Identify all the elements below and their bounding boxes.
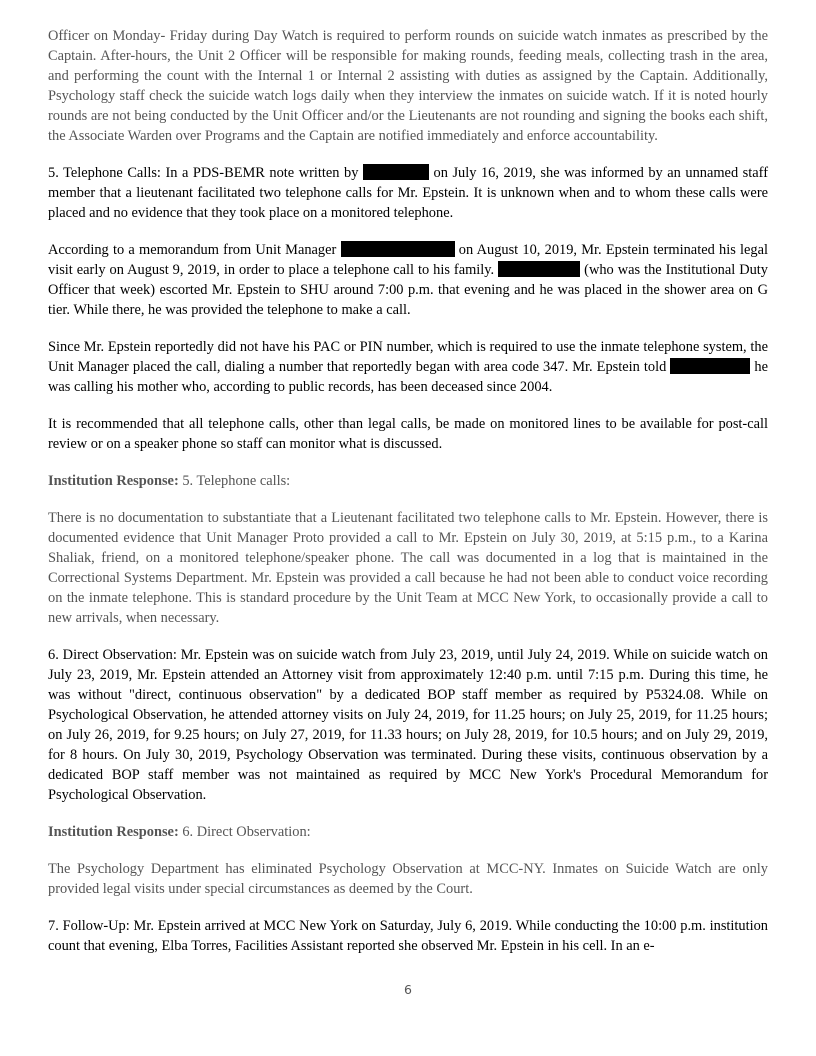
redaction-block — [498, 261, 580, 277]
document-body — [48, 26, 768, 956]
institution-response-topic: 6. Direct Observation: — [182, 824, 311, 840]
paragraph-follow-up: 7. Follow-Up: Mr. Epstein arrived at MCC New York on Saturday, July 6, 2019. While conducting the 10:00 p.m. institution count that evening, Elba Torres, Facilities Assistant reported she observed Mr. Epstein in his cell. In an e- — [48, 918, 768, 954]
paragraph-telephone-calls — [48, 163, 768, 223]
institution-response-topic: 5. Telephone calls: — [182, 473, 291, 489]
telephone-calls-text-a: 5. Telephone Calls: In a PDS-BEMR note written by — [48, 165, 359, 181]
paragraph-unit-manager-memo — [48, 240, 768, 320]
telephone-calls-text-b: on July 16, 2019, she was informed by an unnamed staff member that a lieutenant facilitated two telephone calls for Mr. Epstein. It is unknown when and to whom these calls were placed and no evidence that they took place on a monitored telephone. — [48, 165, 768, 221]
memo-text-b: on August 10, 2019, Mr. Epstein terminated his legal visit early on August 9, 2019, in order to place a telephone call to his family. — [48, 242, 768, 278]
pac-pin-text-b: he was calling his mother who, according to public records, has been deceased since 2004. — [48, 359, 768, 395]
paragraph-pac-pin — [48, 337, 768, 397]
institution-response-label: Institution Response: — [48, 824, 179, 840]
institution-response-6-heading — [48, 822, 768, 842]
paragraph-response-telephone: There is no documentation to substantiate that a Lieutenant facilitated two telephone calls to Mr. Epstein. However, there is documented evidence that Unit Manager Proto provided a call to Mr. Epstein on July 30, 2019, at 5:15 p.m., to a Karina Shaliak, friend, on a monitored telephone/speaker phone. The call was documented in a log that is maintained in the Correctional Systems Department. Mr. Epstein was provided a call because he had not been able to conduct voice recording on the inmate telephone. This is standard procedure by the Unit Team at MCC New York, to occasionally provide a call to new arrivals, when necessary. — [48, 510, 768, 626]
institution-response-5-heading — [48, 471, 768, 491]
pac-pin-text-a: Since Mr. Epstein reportedly did not have his PAC or PIN number, which is required to use the inmate telephone system, the Unit Manager placed the call, dialing a number that reportedly began with area code 347. Mr. Epstein told — [48, 339, 768, 375]
page-number: 6 — [404, 982, 412, 997]
redaction-block — [670, 358, 750, 374]
paragraph-recommendation: It is recommended that all telephone calls, other than legal calls, be made on monitored lines to be available for post-call review or on a speaker phone so staff can monitor what is discussed. — [48, 416, 768, 452]
memo-text-a: According to a memorandum from Unit Manager — [48, 242, 337, 258]
memo-text-c: (who was the Institutional Duty Officer that week) escorted Mr. Epstein to SHU around 7:00 p.m. that evening and he was placed in the shower area on G tier. While there, he was provided the telephone to make a call. — [48, 262, 768, 318]
paragraph-direct-observation: 6. Direct Observation: Mr. Epstein was on suicide watch from July 23, 2019, until July 24, 2019. While on suicide watch on July 23, 2019, Mr. Epstein attended an Attorney visit from approximately 12:40 p.m. until 7:15 p.m. During this time, he was without "direct, continuous observation" by a dedicated BOP staff member as required by P5324.08. While on Psychological Observation, he attended attorney visits on July 24, 2019, for 11.25 hours; on July 25, 2019, for 11.25 hours; on July 26, 2019, for 9.25 hours; on July 27, 2019, for 11.33 hours; on July 28, 2019, for 10.5 hours; and on July 29, 2019, for 8 hours. On July 30, 2019, Psychology Observation was terminated. During these visits, continuous observation by a dedicated BOP staff member was not maintained as required by MCC New York's Procedural Memorandum for Psychological Observation. — [48, 647, 768, 803]
paragraph-suicide-watch-rounds: Officer on Monday- Friday during Day Watch is required to perform rounds on suicide watch inmates as prescribed by the Captain. After-hours, the Unit 2 Officer will be responsible for making rounds, feeding meals, collecting trash in the area, and performing the count with the Internal 1 or Internal 2 assisting with duties as assigned by the Captain. Additionally, Psychology staff check the suicide watch logs daily when they interview the inmates on suicide watch. If it is noted hourly rounds are not being conducted by the Unit Officer and/or the Lieutenants are not rounding and signing the books each shift, the Associate Warden over Programs and the Captain are notified immediately and enforce accountability. — [48, 28, 768, 144]
paragraph-response-observation: The Psychology Department has eliminated Psychology Observation at MCC-NY. Inmates on Suicide Watch are only provided legal visits under special circumstances as deemed by the Court. — [48, 861, 768, 897]
redaction-block — [363, 164, 429, 180]
institution-response-label: Institution Response: — [48, 473, 179, 489]
redaction-block — [341, 241, 455, 257]
